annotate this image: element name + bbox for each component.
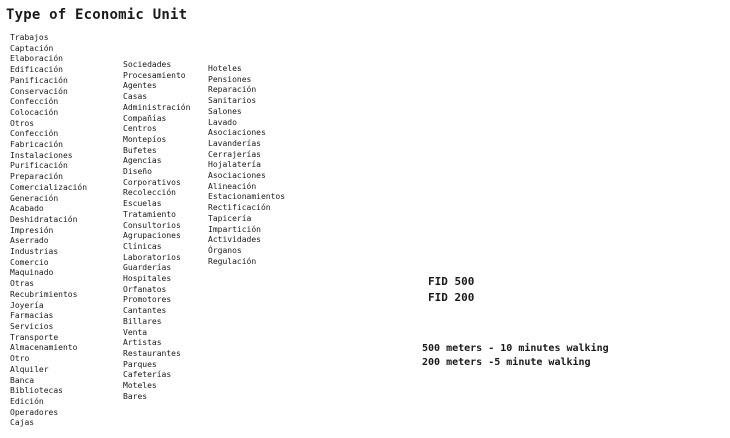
list-item: Guarderías xyxy=(123,263,172,273)
list-item: Transporte xyxy=(10,332,59,342)
list-item: Confección xyxy=(10,129,59,139)
list-item: Cantantes xyxy=(123,306,167,316)
list-item: Montepíos xyxy=(123,134,167,144)
list-item: Asociaciones xyxy=(208,128,266,138)
list-item: Panificación xyxy=(10,75,68,85)
list-item: Recolección xyxy=(123,188,176,198)
list-item: Regulación xyxy=(208,256,257,266)
list-item: Moteles xyxy=(123,381,157,391)
list-item: Trabajos xyxy=(10,33,49,42)
list-item: Administración xyxy=(123,102,191,112)
list-item: Deshidratación xyxy=(10,214,78,224)
list-item: Instalaciones xyxy=(10,150,73,160)
list-item: Rectificación xyxy=(208,203,271,213)
list-item: Recubrimientos xyxy=(10,289,78,299)
list-item: Cafeterías xyxy=(123,370,172,380)
list-item: Fabricación xyxy=(10,140,63,150)
list-item: Lavado xyxy=(208,117,237,127)
list-item: Hospitales xyxy=(123,274,172,284)
list-item: Impresión xyxy=(10,225,54,235)
list-item: Compañías xyxy=(123,113,167,123)
list-item: Purificación xyxy=(10,161,68,171)
list-item: Edificación xyxy=(10,65,63,75)
economic-unit-list-column-1 xyxy=(10,33,87,429)
list-item: Agentes xyxy=(123,81,157,91)
list-item: Otros xyxy=(10,118,35,128)
list-item: Bares xyxy=(123,391,148,401)
list-item: Almacenamiento xyxy=(10,343,78,353)
list-item: Tratamiento xyxy=(123,209,176,219)
list-item: Alquiler xyxy=(10,364,49,374)
list-item: Colocación xyxy=(10,107,59,117)
list-item: Salones xyxy=(208,106,242,116)
list-item: Edición xyxy=(10,396,44,406)
economic-unit-list-column-3 xyxy=(208,64,285,267)
list-item: Sanitarios xyxy=(208,96,257,106)
list-item: Sociedades xyxy=(123,60,172,69)
economic-unit-list-column-2 xyxy=(123,60,190,403)
list-item: Parques xyxy=(123,359,157,369)
list-item: Corporativos xyxy=(123,177,181,187)
list-item: Escuelas xyxy=(123,199,162,209)
list-item: Otro xyxy=(10,354,30,364)
list-item: Comercio xyxy=(10,257,49,267)
list-item: Pensiones xyxy=(208,74,252,84)
list-item: Preparación xyxy=(10,172,63,182)
list-item: Operadores xyxy=(10,407,59,417)
list-item: Orfanatos xyxy=(123,284,167,294)
list-item: Hoteles xyxy=(208,64,242,73)
list-item: Estacionamientos xyxy=(208,192,286,202)
list-item: Banca xyxy=(10,375,35,385)
fid-200-label: FID 200 xyxy=(428,291,475,304)
list-item: Industrias xyxy=(10,247,59,257)
list-item: Bibliotecas xyxy=(10,386,63,396)
list-item: Cerrajerías xyxy=(208,149,261,159)
list-item: Alineación xyxy=(208,181,257,191)
list-item: Centros xyxy=(123,124,157,134)
list-item: Artistas xyxy=(123,338,162,348)
list-item: Generación xyxy=(10,193,59,203)
list-item: Aserrado xyxy=(10,236,49,246)
list-item: Diseño xyxy=(123,167,152,177)
list-item: Asociaciones xyxy=(208,171,266,181)
list-item: Promotores xyxy=(123,295,172,305)
list-item: Casas xyxy=(123,92,148,102)
list-item: Joyería xyxy=(10,300,44,310)
list-item: Consultorios xyxy=(123,220,181,230)
list-item: Restaurantes xyxy=(123,348,181,358)
list-item: Reparación xyxy=(208,85,257,95)
list-item: Conservación xyxy=(10,86,68,96)
list-item: Tapicería xyxy=(208,213,252,223)
list-item: Otras xyxy=(10,279,35,289)
walking-note-500m: 500 meters - 10 minutes walking xyxy=(422,343,609,354)
fid-500-label: FID 500 xyxy=(428,275,475,288)
list-item: Agrupaciones xyxy=(123,231,181,241)
list-item: Bufetes xyxy=(123,145,157,155)
list-item: Impartición xyxy=(208,224,261,234)
list-item: Elaboración xyxy=(10,54,63,64)
list-item: Servicios xyxy=(10,321,54,331)
list-item: Venta xyxy=(123,327,148,337)
list-item: Acabado xyxy=(10,204,44,214)
page-title: Type of Economic Unit xyxy=(6,7,188,23)
walking-note-200m: 200 meters -5 minute walking xyxy=(422,357,591,368)
list-item: Cajas xyxy=(10,418,35,428)
list-item: Laboratorios xyxy=(123,252,181,262)
list-item: Billares xyxy=(123,316,162,326)
list-item: Procesamiento xyxy=(123,70,186,80)
list-item: Comercialización xyxy=(10,182,88,192)
list-item: Agencias xyxy=(123,156,162,166)
list-item: Lavanderías xyxy=(208,138,261,148)
list-item: Órganos xyxy=(208,245,242,255)
list-item: Captación xyxy=(10,43,54,53)
list-item: Actividades xyxy=(208,235,261,245)
list-item: Maquinado xyxy=(10,268,54,278)
list-item: Confección xyxy=(10,97,59,107)
list-item: Farmacias xyxy=(10,311,54,321)
list-item: Clínicas xyxy=(123,241,162,251)
list-item: Hojalatería xyxy=(208,160,261,170)
